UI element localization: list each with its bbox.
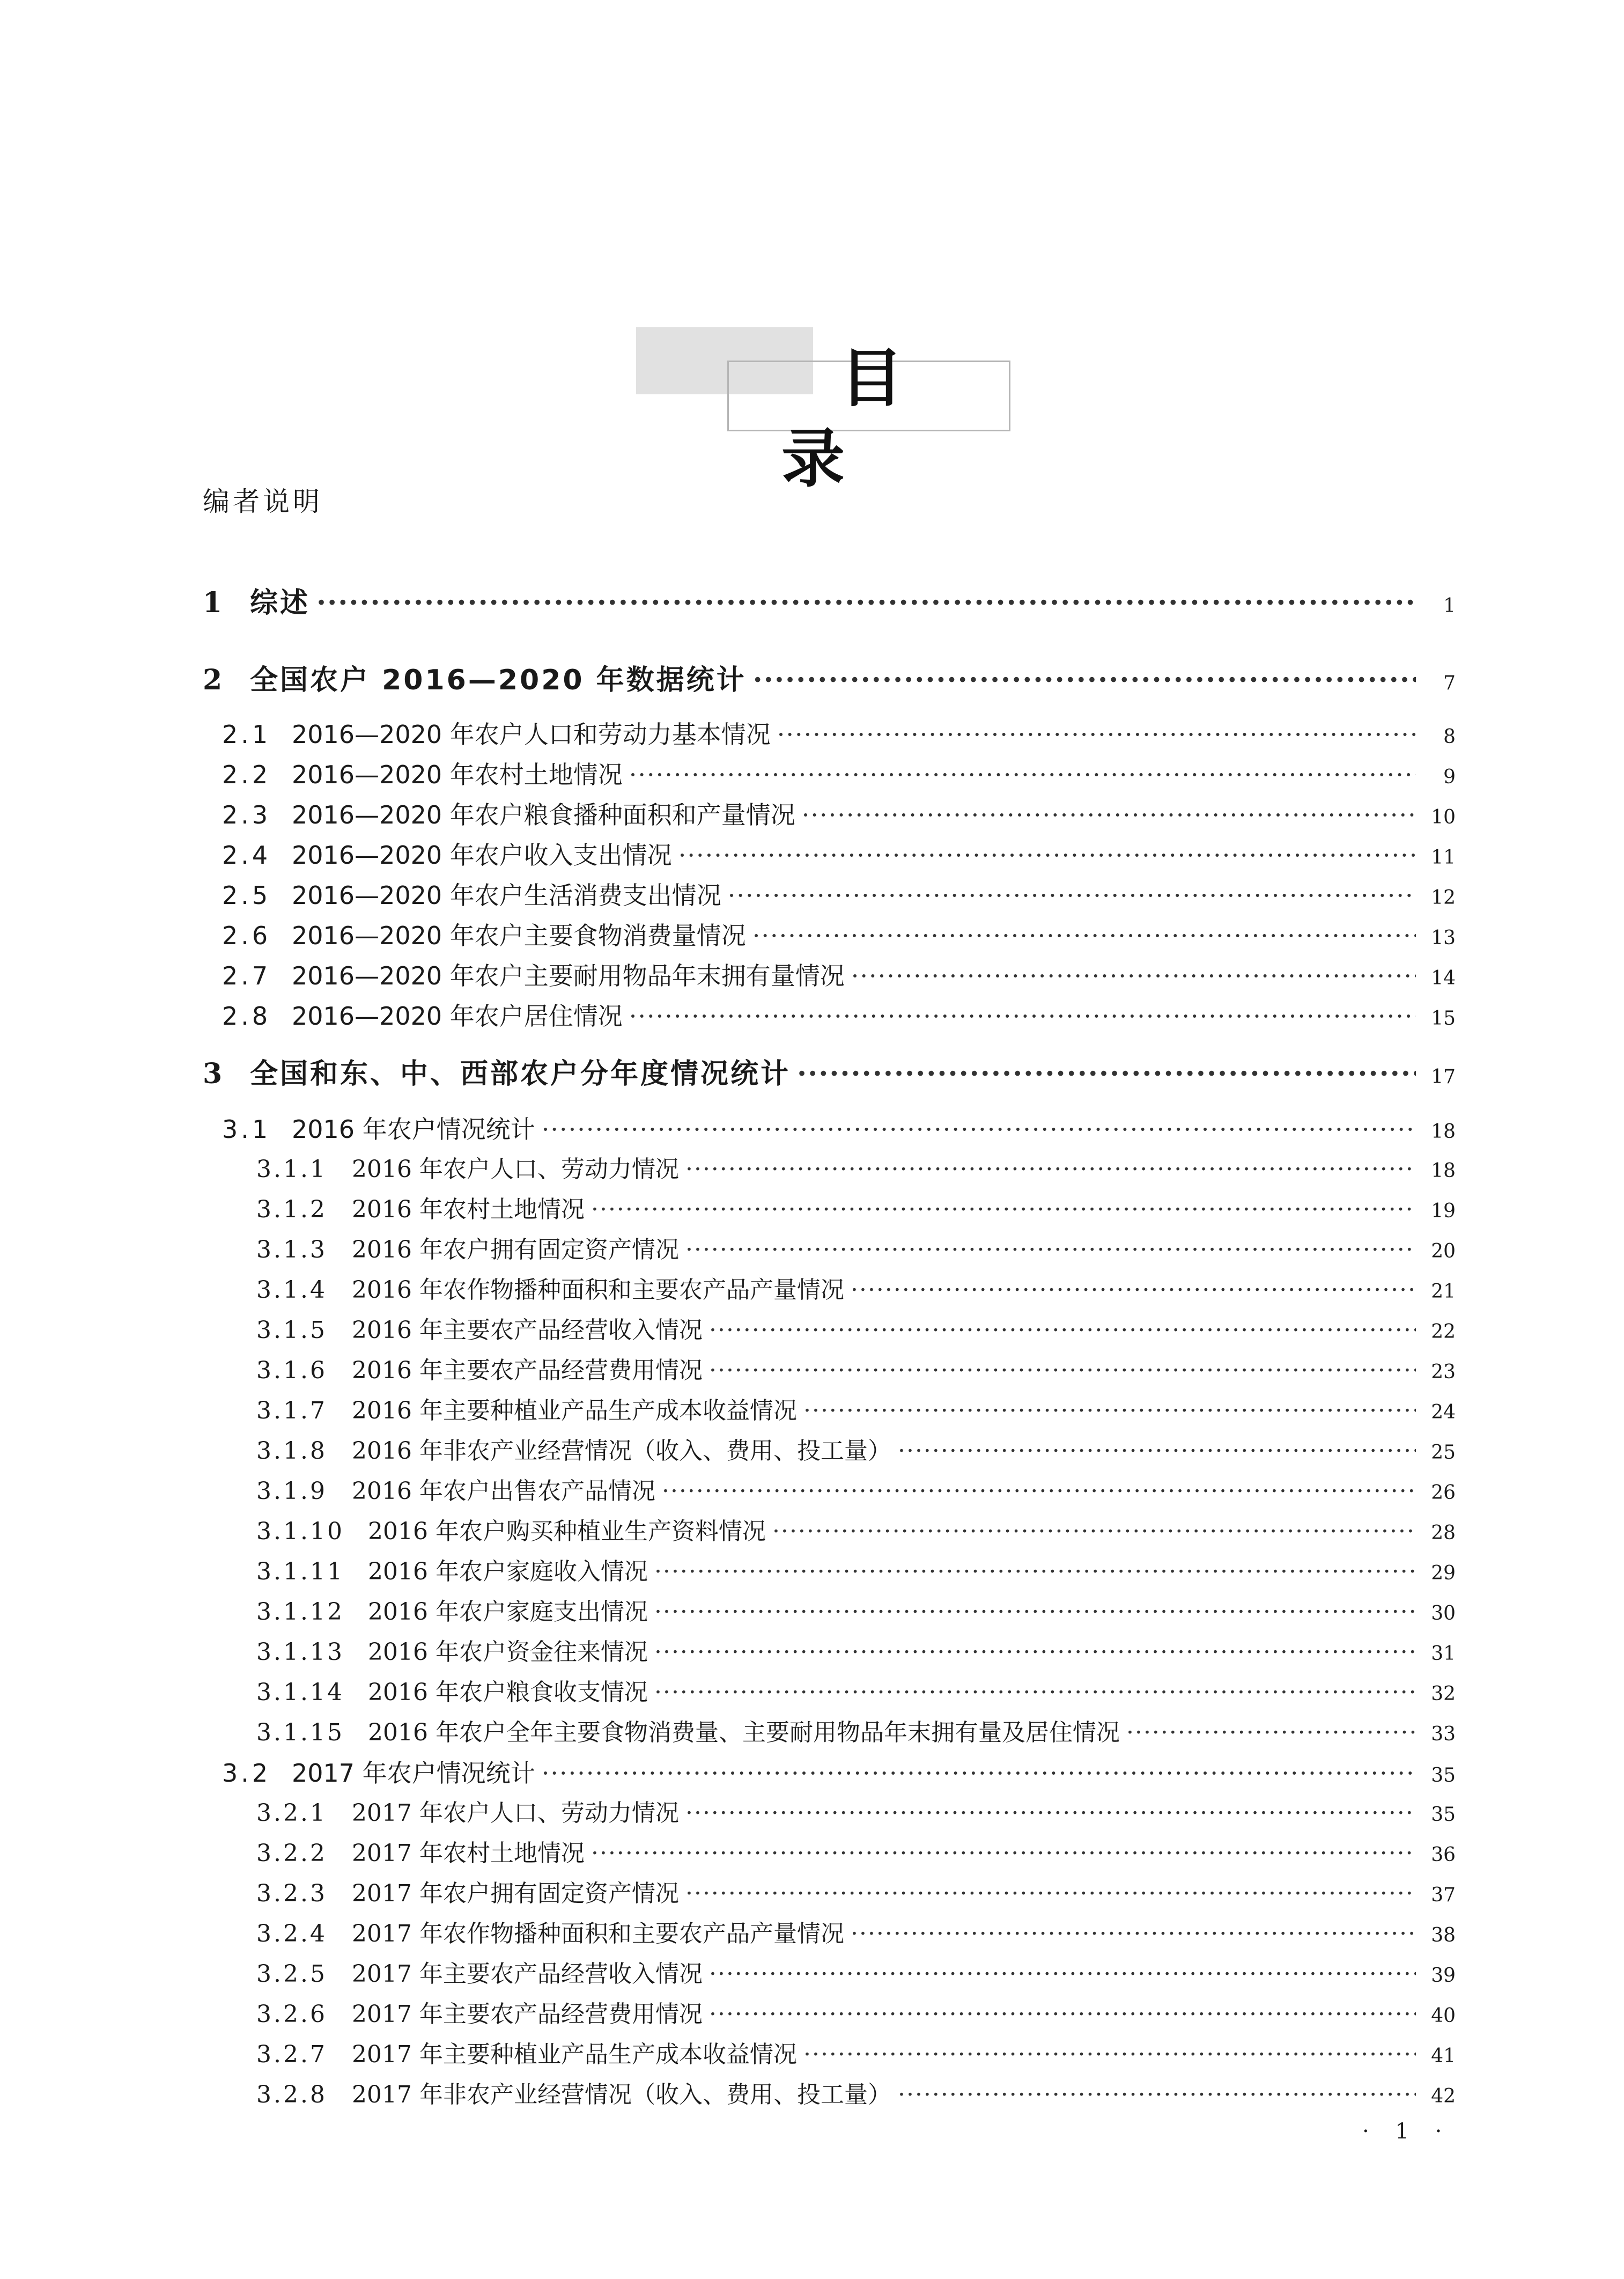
toc-title-block bbox=[636, 327, 1016, 496]
page-number: 41 bbox=[1431, 2045, 1456, 2067]
leader-dots bbox=[629, 755, 1416, 794]
chapter-number: 1 bbox=[203, 586, 223, 619]
item-label: 2016 年农作物播种面积和主要农产品产量情况 bbox=[352, 1276, 844, 1304]
item-label: 2016 年农户资金往来情况 bbox=[368, 1638, 648, 1666]
page-number: 15 bbox=[1431, 1008, 1456, 1030]
toc-item-3-1-14[interactable] bbox=[256, 1673, 1456, 1712]
page-number: 26 bbox=[1431, 1482, 1456, 1504]
section-label: 2016—2020 年农户粮食播种面积和产量情况 bbox=[292, 800, 795, 829]
toc-item-3-1-8[interactable] bbox=[256, 1432, 1456, 1471]
leader-dots bbox=[898, 1432, 1416, 1471]
page-number: 28 bbox=[1431, 1522, 1456, 1544]
section-number: 2.8 bbox=[222, 1002, 271, 1031]
leader-dots bbox=[803, 1392, 1416, 1430]
page-number: 17 bbox=[1431, 1066, 1456, 1088]
toc-item-3-1-3[interactable] bbox=[256, 1231, 1456, 1269]
item-label: 2017 年农村土地情况 bbox=[352, 1840, 585, 1867]
leader-dots bbox=[685, 1794, 1416, 1833]
leader-dots bbox=[803, 2035, 1416, 2074]
item-number: 3.1.5 bbox=[256, 1317, 327, 1344]
page-number: 37 bbox=[1431, 1884, 1456, 1906]
item-number: 3.2.7 bbox=[256, 2041, 327, 2068]
item-label: 2017 年主要农产品经营收入情况 bbox=[352, 1960, 703, 1988]
toc-item-3-1-10[interactable] bbox=[256, 1512, 1456, 1551]
toc-section-2-2[interactable] bbox=[222, 755, 1456, 794]
item-number: 3.1.14 bbox=[256, 1679, 344, 1706]
item-label: 2017 年农户人口、劳动力情况 bbox=[352, 1799, 679, 1827]
page-number: 35 bbox=[1431, 1804, 1456, 1826]
item-number: 3.2.5 bbox=[256, 1960, 327, 1988]
toc-item-3-1-6[interactable] bbox=[256, 1351, 1456, 1390]
leader-dots bbox=[542, 1110, 1416, 1149]
page-title: 目录 bbox=[781, 341, 1016, 496]
toc-section-2-8[interactable] bbox=[222, 997, 1456, 1035]
item-number: 3.1.10 bbox=[256, 1518, 344, 1545]
leader-dots bbox=[316, 584, 1416, 622]
leader-dots bbox=[728, 876, 1416, 915]
page-number: 32 bbox=[1431, 1683, 1456, 1705]
leader-dots bbox=[777, 715, 1416, 754]
item-label: 2017 年农作物播种面积和主要农产品产量情况 bbox=[352, 1920, 844, 1947]
leader-dots bbox=[802, 796, 1416, 834]
page-number: 33 bbox=[1431, 1723, 1456, 1745]
leader-dots bbox=[851, 957, 1416, 995]
page-number: 18 bbox=[1431, 1121, 1456, 1143]
item-label: 2016 年主要种植业产品生产成本收益情况 bbox=[352, 1397, 797, 1424]
item-label: 2017 年农户拥有固定资产情况 bbox=[352, 1880, 679, 1907]
leader-dots bbox=[898, 2076, 1416, 2114]
toc-item-3-2-1[interactable] bbox=[256, 1794, 1456, 1833]
item-number: 3.1.2 bbox=[256, 1196, 327, 1223]
toc-section-3-2[interactable] bbox=[222, 1754, 1456, 1792]
leader-dots bbox=[654, 1633, 1416, 1672]
item-number: 3.2.3 bbox=[256, 1880, 327, 1907]
page-number: 42 bbox=[1431, 2085, 1456, 2107]
section-label: 2016—2020 年农户主要食物消费量情况 bbox=[292, 921, 746, 950]
section-label: 2016 年农户情况统计 bbox=[292, 1115, 535, 1144]
leader-dots bbox=[662, 1472, 1416, 1511]
item-label: 2016 年农户出售农产品情况 bbox=[352, 1477, 655, 1505]
item-number: 3.2.4 bbox=[256, 1920, 327, 1947]
toc-item-3-2-6[interactable] bbox=[256, 1995, 1456, 2034]
item-number: 3.1.12 bbox=[256, 1598, 344, 1626]
toc-item-3-1-13[interactable] bbox=[256, 1633, 1456, 1672]
item-label: 2016 年农户全年主要食物消费量、主要耐用物品年末拥有量及居住情况 bbox=[368, 1719, 1120, 1746]
chapter-number: 3 bbox=[203, 1057, 223, 1090]
page-number: 18 bbox=[1431, 1160, 1456, 1182]
item-label: 2017 年非农产业经营情况（收入、费用、投工量） bbox=[352, 2081, 891, 2108]
item-number: 3.1.8 bbox=[256, 1437, 327, 1465]
leader-dots bbox=[709, 1955, 1416, 1994]
section-label: 2016—2020 年农户人口和劳动力基本情况 bbox=[292, 720, 771, 749]
section-label: 2016—2020 年农村土地情况 bbox=[292, 760, 623, 789]
item-number: 3.1.7 bbox=[256, 1397, 327, 1424]
section-number: 2.5 bbox=[222, 881, 271, 910]
toc-chapter-1[interactable] bbox=[203, 584, 1456, 622]
section-label: 2017 年农户情况统计 bbox=[292, 1759, 535, 1788]
leader-dots bbox=[678, 836, 1416, 874]
item-number: 3.1.9 bbox=[256, 1477, 327, 1505]
toc-item-3-1-2[interactable] bbox=[256, 1190, 1456, 1229]
page-number: 10 bbox=[1431, 806, 1456, 828]
toc-item-3-1-5[interactable] bbox=[256, 1311, 1456, 1350]
toc-chapter-2[interactable] bbox=[203, 661, 1456, 700]
item-number: 3.1.13 bbox=[256, 1638, 344, 1666]
toc-section-2-3[interactable] bbox=[222, 796, 1456, 834]
section-number: 2.4 bbox=[222, 841, 271, 870]
toc-section-2-1[interactable] bbox=[222, 715, 1456, 754]
toc-section-2-4[interactable] bbox=[222, 836, 1456, 874]
toc-item-3-2-8[interactable] bbox=[256, 2076, 1456, 2114]
item-number: 3.2.8 bbox=[256, 2081, 327, 2108]
leader-dots bbox=[851, 1271, 1416, 1310]
page-folio: · 1 · bbox=[1362, 2119, 1452, 2144]
chapter-label: 综述 bbox=[250, 587, 311, 619]
page-number: 20 bbox=[1431, 1240, 1456, 1262]
page-number: 12 bbox=[1431, 887, 1456, 909]
chapter-number: 2 bbox=[203, 664, 223, 696]
section-number: 3.1 bbox=[222, 1115, 271, 1144]
toc-section-3-1[interactable] bbox=[222, 1110, 1456, 1149]
leader-dots bbox=[629, 997, 1416, 1035]
leader-dots bbox=[591, 1834, 1416, 1873]
page-number: 9 bbox=[1443, 766, 1456, 788]
toc-item-3-2-4[interactable] bbox=[256, 1915, 1456, 1953]
toc-chapter-3[interactable] bbox=[203, 1055, 1456, 1093]
item-number: 3.1.6 bbox=[256, 1357, 327, 1384]
item-label: 2017 年主要农产品经营费用情况 bbox=[352, 2001, 703, 2028]
item-label: 2016 年农户粮食收支情况 bbox=[368, 1679, 648, 1706]
toc-item-3-1-15[interactable] bbox=[256, 1714, 1456, 1752]
page-number: 25 bbox=[1431, 1442, 1456, 1464]
section-label: 2016—2020 年农户生活消费支出情况 bbox=[292, 881, 721, 910]
page-number: 24 bbox=[1431, 1401, 1456, 1423]
item-label: 2016 年非农产业经营情况（收入、费用、投工量） bbox=[352, 1437, 891, 1465]
page-number: 8 bbox=[1443, 726, 1456, 748]
leader-dots bbox=[709, 1311, 1416, 1350]
leader-dots bbox=[685, 1874, 1416, 1913]
page-number: 23 bbox=[1431, 1361, 1456, 1383]
section-label: 2016—2020 年农户收入支出情况 bbox=[292, 841, 672, 870]
toc-section-2-5[interactable] bbox=[222, 876, 1456, 915]
leader-dots bbox=[851, 1915, 1416, 1953]
page-number: 19 bbox=[1431, 1200, 1456, 1222]
section-number: 3.2 bbox=[222, 1759, 271, 1788]
item-number: 3.1.4 bbox=[256, 1276, 327, 1304]
page-number: 31 bbox=[1431, 1643, 1456, 1665]
item-label: 2016 年主要农产品经营收入情况 bbox=[352, 1317, 703, 1344]
item-label: 2016 年农户拥有固定资产情况 bbox=[352, 1236, 679, 1263]
toc-item-3-1-4[interactable] bbox=[256, 1271, 1456, 1310]
page-number: 39 bbox=[1431, 1965, 1456, 1987]
item-label: 2016 年农户家庭支出情况 bbox=[368, 1598, 648, 1626]
leader-dots bbox=[542, 1754, 1416, 1792]
item-number: 3.2.2 bbox=[256, 1840, 327, 1867]
preface-entry[interactable]: 编者说明 bbox=[203, 486, 323, 517]
item-number: 3.2.1 bbox=[256, 1799, 327, 1827]
toc-item-3-1-1[interactable] bbox=[256, 1150, 1456, 1189]
item-number: 3.1.1 bbox=[256, 1156, 327, 1183]
toc-section-2-7[interactable] bbox=[222, 957, 1456, 995]
page-number: 11 bbox=[1431, 847, 1456, 869]
page-number: 22 bbox=[1431, 1321, 1456, 1343]
toc-item-3-1-7[interactable] bbox=[256, 1392, 1456, 1430]
toc-item-3-1-12[interactable] bbox=[256, 1593, 1456, 1631]
item-number: 3.1.15 bbox=[256, 1719, 344, 1746]
item-label: 2017 年主要种植业产品生产成本收益情况 bbox=[352, 2041, 797, 2068]
item-label: 2016 年农村土地情况 bbox=[352, 1196, 585, 1223]
item-label: 2016 年农户家庭收入情况 bbox=[368, 1558, 648, 1585]
section-label: 2016—2020 年农户居住情况 bbox=[292, 1002, 623, 1031]
leader-dots bbox=[772, 1512, 1416, 1551]
leader-dots bbox=[753, 661, 1416, 700]
chapter-label: 全国农户 2016—2020 年数据统计 bbox=[250, 664, 747, 696]
section-number: 2.7 bbox=[222, 961, 271, 990]
item-label: 2016 年农户购买种植业生产资料情况 bbox=[368, 1518, 766, 1545]
toc-item-3-2-3[interactable] bbox=[256, 1874, 1456, 1913]
toc-item-3-2-5[interactable] bbox=[256, 1955, 1456, 1994]
leader-dots bbox=[752, 916, 1416, 955]
item-number: 3.1.3 bbox=[256, 1236, 327, 1263]
leader-dots bbox=[709, 1351, 1416, 1390]
toc-item-3-2-2[interactable] bbox=[256, 1834, 1456, 1873]
page-number: 7 bbox=[1443, 672, 1456, 694]
leader-dots bbox=[709, 1995, 1416, 2034]
leader-dots bbox=[591, 1190, 1416, 1229]
leader-dots bbox=[654, 1593, 1416, 1631]
leader-dots bbox=[654, 1553, 1416, 1591]
item-label: 2016 年主要农产品经营费用情况 bbox=[352, 1357, 703, 1384]
chapter-label: 全国和东、中、西部农户分年度情况统计 bbox=[250, 1058, 791, 1090]
section-number: 2.6 bbox=[222, 921, 271, 950]
leader-dots bbox=[1126, 1714, 1416, 1752]
page-number: 1 bbox=[1443, 595, 1456, 617]
page-number: 36 bbox=[1431, 1844, 1456, 1866]
page-number: 35 bbox=[1431, 1765, 1456, 1787]
leader-dots bbox=[685, 1150, 1416, 1189]
section-number: 2.2 bbox=[222, 760, 271, 789]
item-number: 3.1.11 bbox=[256, 1558, 344, 1585]
page-number: 13 bbox=[1431, 927, 1456, 949]
item-number: 3.2.6 bbox=[256, 2001, 327, 2028]
section-number: 2.3 bbox=[222, 800, 271, 829]
leader-dots bbox=[654, 1673, 1416, 1712]
toc-item-3-1-9[interactable] bbox=[256, 1472, 1456, 1511]
page-number: 40 bbox=[1431, 2005, 1456, 2027]
section-number: 2.1 bbox=[222, 720, 271, 749]
page-number: 21 bbox=[1431, 1281, 1456, 1303]
leader-dots bbox=[797, 1055, 1416, 1093]
leader-dots bbox=[685, 1231, 1416, 1269]
page-number: 38 bbox=[1431, 1924, 1456, 1946]
page-number: 30 bbox=[1431, 1602, 1456, 1624]
toc-item-3-1-11[interactable] bbox=[256, 1553, 1456, 1591]
item-label: 2016 年农户人口、劳动力情况 bbox=[352, 1156, 679, 1183]
page-number: 14 bbox=[1431, 967, 1456, 989]
toc-section-2-6[interactable] bbox=[222, 916, 1456, 955]
toc-item-3-2-7[interactable] bbox=[256, 2035, 1456, 2074]
section-label: 2016—2020 年农户主要耐用物品年末拥有量情况 bbox=[292, 961, 845, 990]
page-number: 29 bbox=[1431, 1562, 1456, 1584]
